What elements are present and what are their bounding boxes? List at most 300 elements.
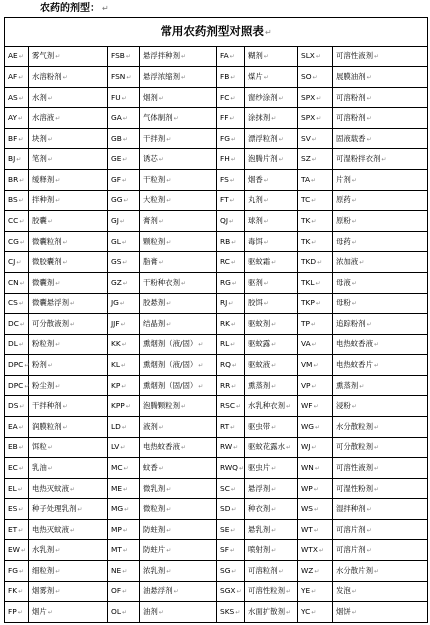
formulation-code-cell [217,540,245,561]
cell-mark-icon: ↵ [121,423,127,431]
formulation-code-cell [108,499,140,520]
formulation-name: 电热灭蚊液 [32,483,69,493]
cell-mark-icon: ↵ [231,238,237,246]
formulation-name-cell [29,519,108,540]
cell-mark-icon: ↵ [24,362,30,370]
formulation-code-cell [217,602,245,623]
table-row [5,581,428,602]
formulation-code: VA [301,339,311,349]
cell-mark-icon: ↵ [228,300,234,308]
formulation-code-cell [108,108,140,129]
formulation-name: 悬浮剂 [248,483,271,493]
formulation-code: WP [301,483,313,493]
formulation-name: 水溶粉剂 [32,71,62,81]
formulation-code: SF [220,545,229,555]
formulation-code-cell [108,170,140,191]
formulation-name-cell [245,581,298,602]
formulation-code: FC [220,92,230,102]
cell-mark-icon: ↵ [373,53,379,61]
formulation-name-cell [29,190,108,211]
formulation-code: DC [8,318,19,328]
formulation-name-cell [140,581,217,602]
formulation-name-cell [245,396,298,417]
formulation-code: WJ [301,442,311,452]
cell-mark-icon: ↵ [271,547,277,555]
formulation-code: FU [111,92,121,102]
formulation-code: SPX [301,92,316,102]
formulation-code-cell [217,519,245,540]
cell-mark-icon: ↵ [230,135,237,143]
formulation-name: 水分散片剂 [336,565,373,575]
cell-mark-icon: ↵ [18,115,24,123]
cell-mark-icon: ↵ [122,135,128,143]
formulation-name: 胶悬剂 [143,298,166,308]
cell-mark-icon: ↵ [230,423,236,431]
formulation-name: 油悬浮剂 [143,586,173,596]
formulation-code-cell [108,46,140,67]
formulation-name: 饵粒 [32,442,47,452]
table-row [5,231,428,252]
formulation-code-cell [217,499,245,520]
cell-mark-icon: ↵ [229,53,235,61]
formulation-name: 油剂 [143,607,158,617]
formulation-name-cell [245,252,298,273]
cell-mark-icon: ↵ [238,464,244,472]
formulation-code: WN [301,462,314,472]
cell-mark-icon: ↵ [351,300,357,308]
cell-mark-icon: ↵ [236,403,242,411]
cell-mark-icon: ↵ [16,156,22,164]
formulation-name-cell [333,437,428,458]
cell-mark-icon: ↵ [351,279,357,287]
formulation-name-cell [29,108,108,129]
formulation-code: CG [8,236,19,246]
formulation-code-cell [217,416,245,437]
cell-mark-icon: ↵ [69,320,75,328]
formulation-name-cell [140,437,217,458]
formulation-name: 悬乳剂 [248,524,271,534]
formulation-name: 微囊剂 [32,277,55,287]
formulation-code: SKS [220,607,235,617]
cell-mark-icon: ↵ [55,382,61,390]
cell-mark-icon: ↵ [310,320,317,328]
formulation-code-cell [298,87,333,108]
formulation-name-cell [333,190,428,211]
cell-mark-icon: ↵ [120,320,126,328]
cell-mark-icon: ↵ [123,197,129,205]
cell-mark-icon: ↵ [20,547,27,555]
formulation-code-cell [5,540,29,561]
formulation-name: 驱蚊霜 [248,257,271,267]
formulation-name-cell [245,519,298,540]
cell-mark-icon: ↵ [19,217,25,225]
cell-mark-icon: ↵ [18,135,24,143]
formulation-code: RL [220,339,230,349]
cell-mark-icon: ↵ [263,238,269,246]
formulation-name: 煤片 [248,71,263,81]
formulation-name-cell [245,128,298,149]
cell-mark-icon: ↵ [271,115,277,123]
cell-mark-icon: ↵ [231,506,237,514]
cell-mark-icon: ↵ [312,73,318,81]
formulation-code: RK [220,318,230,328]
formulation-code-cell [298,540,333,561]
formulation-code-cell [108,416,140,437]
formulation-code-cell [5,416,29,437]
formulation-code: RT [220,421,230,431]
cell-mark-icon: ↵ [311,382,317,390]
formulation-code: FSN [111,71,126,81]
formulation-code-cell [5,211,29,232]
formulation-name-cell [29,211,108,232]
formulation-name-cell [140,519,217,540]
formulation-name-cell [245,293,298,314]
formulation-code-cell [5,46,29,67]
formulation-name-cell [140,252,217,273]
formulation-code-cell [298,561,333,582]
cell-mark-icon: ↵ [263,176,269,184]
formulation-name: 毒饵 [248,236,263,246]
cell-mark-icon: ↵ [233,444,239,452]
table-title-text: 常用农药剂型对照表 [160,24,264,39]
formulation-code-cell [217,478,245,499]
formulation-name-cell [333,561,428,582]
formulation-code-cell [108,190,140,211]
cell-mark-icon: ↵ [121,341,127,349]
formulation-name-cell [245,334,298,355]
cell-mark-icon: ↵ [313,485,319,493]
formulation-code-cell [298,602,333,623]
formulation-code: GE [111,154,122,164]
formulation-code: KPP [111,401,125,411]
cell-mark-icon: ↵ [18,197,24,205]
cell-mark-icon: ↵ [285,444,291,452]
formulation-name: 球剂 [248,215,263,225]
cell-mark-icon: ↵ [19,279,25,287]
formulation-name: 母粉 [336,298,351,308]
formulation-code-cell [298,46,333,67]
table-row [5,108,428,129]
cell-mark-icon: ↵ [18,94,24,102]
cell-mark-icon: ↵ [158,423,164,431]
formulation-code-cell [5,149,29,170]
formulation-name-cell [29,416,108,437]
cell-mark-icon: ↵ [263,300,269,308]
cell-mark-icon: ↵ [318,547,324,555]
table-row [5,252,428,273]
formulation-code: GZ [111,277,122,287]
formulation-name: 驱蚊花露水 [248,442,285,452]
formulation-code-cell [108,375,140,396]
table-row [5,67,428,88]
formulation-code-cell [298,519,333,540]
formulation-code-cell [298,170,333,191]
cell-mark-icon: ↵ [166,238,172,246]
formulation-name-cell [29,149,108,170]
formulation-name: 原粉 [336,215,351,225]
formulation-code-cell [217,437,245,458]
formulation-name-cell [29,46,108,67]
table-row [5,211,428,232]
formulation-name-cell [29,602,108,623]
cell-mark-icon: ↵ [47,464,53,472]
cell-mark-icon: ↵ [158,156,164,164]
formulation-code: BS [8,195,18,205]
formulation-code-cell [108,540,140,561]
formulation-code: CN [8,277,19,287]
formulation-code-cell [5,519,29,540]
formulation-name: 丸剂 [248,195,263,205]
formulation-code: TC [301,195,311,205]
table-body [5,18,428,623]
formulation-code-cell [298,334,333,355]
formulation-code: QJ [220,215,228,225]
cell-mark-icon: ↵ [122,259,128,267]
cell-mark-icon: ↵ [55,341,61,349]
formulation-code: GF [111,174,121,184]
formulation-name: 驱蚊露 [248,339,271,349]
formulation-code: TK [301,215,311,225]
formulation-name: 窗纱涂剂 [248,92,278,102]
cell-mark-icon: ↵ [313,526,319,534]
formulation-code-cell [217,355,245,376]
cell-mark-icon: ↵ [122,547,128,555]
formulation-name: 烟香 [248,174,263,184]
cell-mark-icon: ↵ [231,362,237,370]
formulation-name: 可溶片剂 [336,545,366,555]
formulation-code-cell [217,458,245,479]
formulation-code: KL [111,360,120,370]
cell-mark-icon: ↵ [19,403,25,411]
cell-mark-icon: ↵ [121,238,127,246]
cell-mark-icon: ↵ [17,609,23,617]
formulation-code: EW [8,545,20,555]
cell-mark-icon: ↵ [351,197,357,205]
cell-mark-icon: ↵ [351,609,357,617]
formulation-code: YE [301,586,311,596]
formulation-code-cell [5,478,29,499]
table-row [5,519,428,540]
formulation-code: FSB [111,51,125,61]
cell-mark-icon: ↵ [311,341,317,349]
cell-mark-icon: ↵ [263,53,269,61]
formulation-code-cell [298,355,333,376]
formulation-name-cell [140,149,217,170]
cell-mark-icon: ↵ [62,423,68,431]
formulation-name-cell [140,499,217,520]
formulation-code: SC [220,483,230,493]
cell-mark-icon: ↵ [69,300,75,308]
formulation-name: 干拌剂 [143,133,166,143]
cell-mark-icon: ↵ [55,176,61,184]
formulation-code: ET [8,524,18,534]
formulation-code-cell [5,437,29,458]
cell-mark-icon: ↵ [278,94,284,102]
cell-mark-icon: ↵ [366,547,372,555]
cell-mark-icon: ↵ [230,341,236,349]
formulation-name: 胶囊 [32,215,47,225]
formulation-code: TKP [301,298,315,308]
formulation-name: 脂膏 [143,257,158,267]
formulation-name: 可溶粒剂 [248,565,278,575]
formulation-code-cell [5,314,29,335]
formulation-name: 电热蚊香液 [143,442,180,452]
formulation-code-cell [217,272,245,293]
formulation-code: BR [8,174,19,184]
formulation-code: OF [111,586,122,596]
formulation-name-cell [245,355,298,376]
formulation-code-cell [5,252,29,273]
cell-mark-icon: ↵ [19,238,25,246]
formulation-name: 水面扩散剂 [248,607,285,617]
cell-mark-icon: ↵ [235,609,241,617]
formulation-name: 发泡 [336,586,351,596]
cell-mark-icon: ↵ [366,320,372,328]
cell-mark-icon: ↵ [17,485,23,493]
cell-mark-icon: ↵ [166,547,172,555]
formulation-code: WF [301,401,313,411]
formulation-code-cell [298,108,333,129]
cell-mark-icon: ↵ [366,73,372,81]
formulation-name-cell [333,170,428,191]
formulation-name-cell [333,272,428,293]
cell-mark-icon: ↵ [263,279,269,287]
formulation-name: 水分散粒剂 [336,421,373,431]
formulation-code-cell [298,293,333,314]
formulation-code-cell [217,334,245,355]
formulation-code-cell [298,437,333,458]
formulation-code-cell [108,314,140,335]
cell-mark-icon: ↵ [122,567,128,575]
page-heading [40,2,109,16]
formulation-code: GL [111,236,121,246]
cell-mark-icon: ↵ [366,94,372,102]
formulation-name: 电热蚊香片 [336,360,373,370]
cell-mark-icon: ↵ [47,362,53,370]
formulation-name-cell [29,458,108,479]
formulation-name-cell [140,190,217,211]
formulation-name-cell [29,478,108,499]
formulation-name-cell [333,211,428,232]
formulation-name: 防蛀片 [143,545,166,555]
formulation-code-cell [298,396,333,417]
formulation-code-cell [217,293,245,314]
cell-mark-icon: ↵ [229,115,235,123]
cell-mark-icon: ↵ [166,506,172,514]
formulation-code-cell [217,581,245,602]
formulation-code: LD [111,421,121,431]
cell-mark-icon: ↵ [55,567,61,575]
formulation-name-cell [245,211,298,232]
formulation-name: 干拌种剂 [32,401,62,411]
formulation-name: 母药 [336,236,351,246]
formulation-name-cell [140,231,217,252]
formulation-code-cell [108,355,140,376]
table-row [5,355,428,376]
cell-mark-icon: ↵ [351,588,357,596]
formulation-name-cell [140,396,217,417]
table-row [5,540,428,561]
formulation-name-cell [333,499,428,520]
formulation-code: FT [220,195,229,205]
cell-mark-icon: ↵ [158,259,164,267]
formulation-code: SG [220,565,231,575]
cell-mark-icon: ↵ [311,444,317,452]
formulation-code: NE [111,565,122,575]
formulation-name: 泡腾片剂 [248,154,278,164]
formulation-name: 熏烟剂（液/固） [143,360,198,370]
formulation-code: FA [220,51,229,61]
formulation-code-cell [217,149,245,170]
cell-mark-icon: ↵ [263,197,269,205]
formulation-name-cell [29,170,108,191]
cell-mark-icon: ↵ [18,300,24,308]
formulation-name: 展膜油剂 [336,71,366,81]
cell-mark-icon: ↵ [351,176,357,184]
formulation-code: RWQ [220,462,238,472]
cell-mark-icon: ↵ [47,609,53,617]
cell-mark-icon: ↵ [55,115,61,123]
formulation-code-cell [217,231,245,252]
cell-mark-icon: ↵ [122,115,128,123]
formulation-name-cell [140,67,217,88]
cell-mark-icon: ↵ [285,588,291,596]
formulation-name-cell [140,293,217,314]
cell-mark-icon: ↵ [18,341,24,349]
formulation-code: MT [111,545,122,555]
formulation-code: CC [8,215,19,225]
formulation-code: RG [220,277,231,287]
formulation-code: FB [220,71,230,81]
table-row [5,561,428,582]
formulation-code: FG [220,133,230,143]
formulation-name-cell [29,252,108,273]
formulation-code: RB [220,236,231,246]
formulation-name: 乳油 [32,462,47,472]
cell-mark-icon: ↵ [311,238,317,246]
cell-mark-icon: ↵ [373,444,379,452]
formulation-code-cell [217,87,245,108]
formulation-code: FH [220,154,230,164]
formulation-name: 种子处理乳剂 [32,504,77,514]
formulation-name-cell [140,128,217,149]
cell-mark-icon: ↵ [166,135,172,143]
formulation-name-cell [140,170,217,191]
formulation-code-cell [5,561,29,582]
formulation-code-cell [108,478,140,499]
formulation-code-cell [5,170,29,191]
cell-mark-icon: ↵ [180,53,186,61]
formulation-code: WT [301,524,313,534]
formulation-code: GA [111,113,122,123]
formulation-name-cell [29,87,108,108]
formulation-code: WZ [301,565,314,575]
formulation-name-cell [245,375,298,396]
formulation-name-cell [29,67,108,88]
cell-mark-icon: ↵ [126,73,132,81]
cell-mark-icon: ↵ [263,217,269,225]
formulation-code: GS [111,257,122,267]
formulation-name: 防蛀剂 [143,524,166,534]
table-row [5,149,428,170]
formulation-name: 糊剂 [248,51,263,61]
formulation-code-cell [298,499,333,520]
formulation-code: GG [111,195,123,205]
cell-mark-icon: ↵ [316,94,322,102]
formulation-name-cell [333,128,428,149]
cell-mark-icon: ↵ [285,403,291,411]
cell-mark-icon: ↵ [120,362,126,370]
